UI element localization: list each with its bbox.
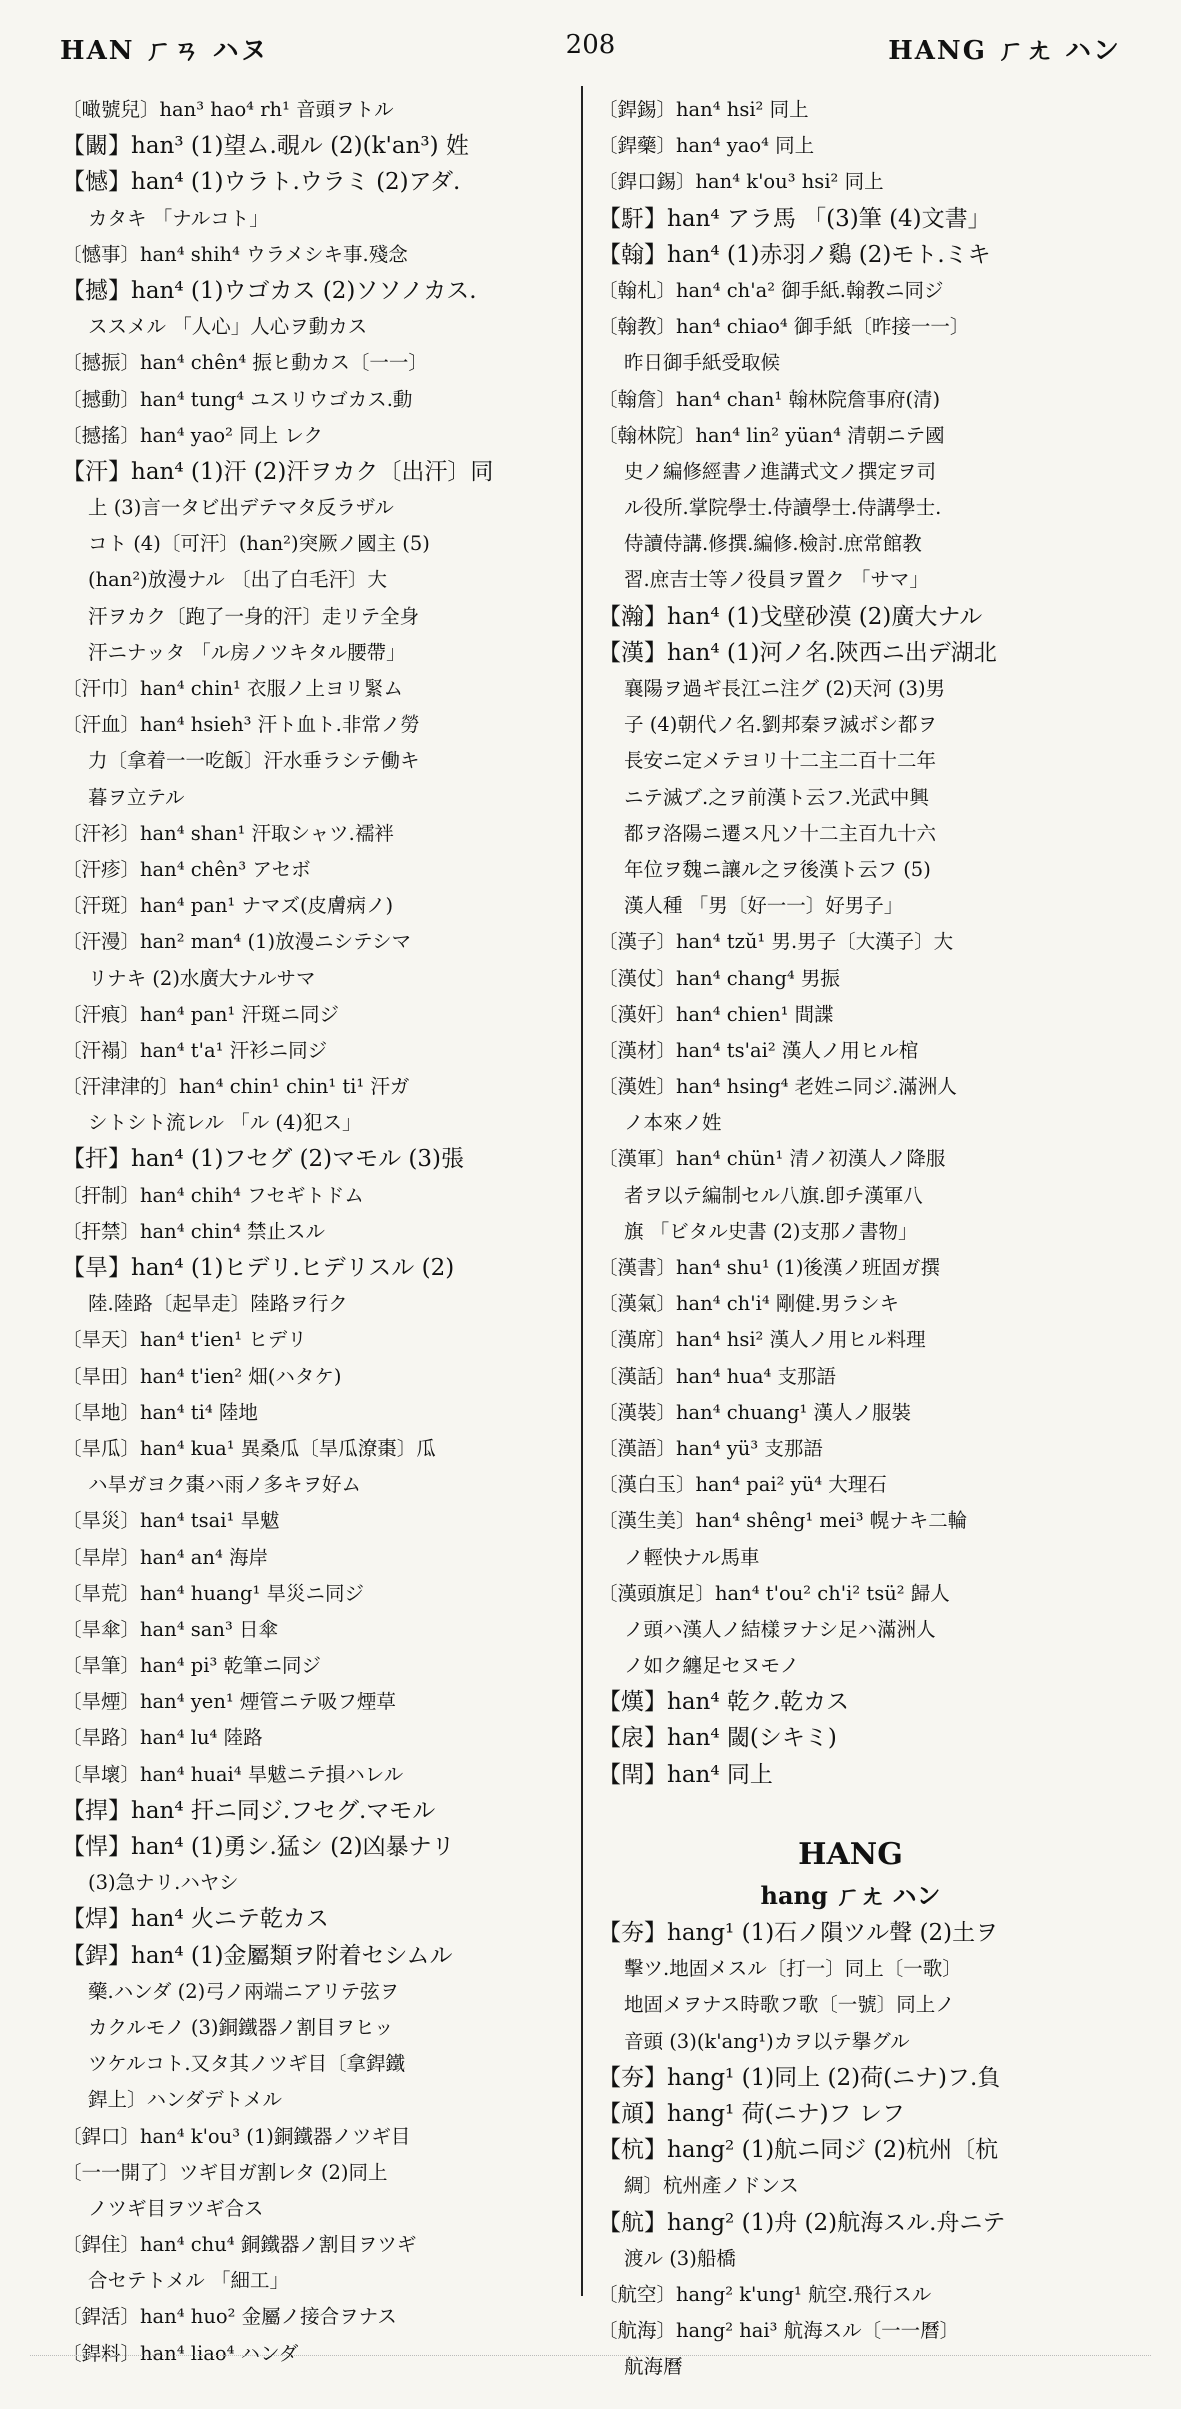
entry-line: 〔銲料〕han⁴ liao⁴ ハンダ xyxy=(62,2341,299,2365)
entry-line: ノ如ク纏足セヌモノ xyxy=(624,1654,800,1678)
entry-line: 【旱】han⁴ (1)ヒデリ.ヒデリスル (2) xyxy=(62,1255,455,1281)
column-divider xyxy=(581,86,583,2296)
entry-line: 〔汗津津的〕han⁴ chin¹ chin¹ ti¹ 汗ガ xyxy=(62,1075,410,1099)
entry-line: 〔旱煙〕han⁴ yen¹ 煙管ニテ吸フ煙草 xyxy=(62,1690,396,1714)
entry-line: 〔一一開了〕ツギ目ガ割レタ (2)同上 xyxy=(62,2160,388,2184)
entry-line: 〔旱天〕han⁴ t'ien¹ ヒデリ xyxy=(62,1328,307,1352)
entry-line: 綢〕杭州產ノドンス xyxy=(624,2174,799,2198)
entry-line: ハ旱ガヨク棗ハ雨ノ多キヲ好ム xyxy=(88,1473,362,1497)
entry-line: 暮ヲ立テル xyxy=(88,785,185,809)
entry-line: 〔旱壞〕han⁴ huai⁴ 旱魃ニテ損ハレル xyxy=(62,1762,404,1786)
entry-line: 〔翰林院〕han⁴ lin² yüan⁴ 清朝ニテ國 xyxy=(598,423,945,447)
entry-line: 〔旱傘〕han⁴ san³ 日傘 xyxy=(62,1617,278,1641)
entry-line: 【杭】hang² (1)航ニ同ジ (2)杭州〔杭 xyxy=(598,2137,999,2164)
entry-line: 音頭 (3)(k'ang¹)カヲ以テ擧グル xyxy=(624,2029,910,2053)
entry-line: 汗ニナッタ 「ル房ノツキタル腰帶」 xyxy=(88,640,406,664)
entry-line: 〔旱災〕han⁴ tsai¹ 旱魃 xyxy=(62,1509,280,1533)
entry-line: 銲上〕ハンダデトメル xyxy=(88,2088,283,2112)
entry-line: 〔銲活〕han⁴ huo² 金屬ノ接合ヲナス xyxy=(62,2305,397,2329)
entry-line: 〔漢席〕han⁴ hsi² 漢人ノ用ヒル料理 xyxy=(598,1328,926,1352)
entry-line: 〔旱岸〕han⁴ an⁴ 海岸 xyxy=(62,1545,268,1569)
entry-line: 〔旱路〕han⁴ lu⁴ 陸路 xyxy=(62,1726,263,1750)
section-title: HANG xyxy=(798,1837,903,1872)
entry-line: 〔漢書〕han⁴ shu¹ (1)後漢ノ班固ガ撰 xyxy=(598,1256,941,1279)
entry-line: 襄陽ヲ過ギ長江ニ注グ (2)天河 (3)男 xyxy=(624,677,946,700)
entry-line: 〔翰教〕han⁴ chiao⁴ 御手紙〔昨接一一〕 xyxy=(598,315,970,339)
entry-line: 〔漢語〕han⁴ yü³ 支那語 xyxy=(598,1436,823,1460)
entry-line: ツケルコト.又タ其ノツギ目〔拿銲鐵 xyxy=(88,2052,406,2076)
entry-line: カタキ 「ナルコト」 xyxy=(88,206,269,230)
entry-line: 【馯】han⁴ アラ馬 「(3)筆 (4)文書」 xyxy=(598,205,991,232)
entry-line: 〔銲口錫〕han⁴ k'ou³ hsi² 同上 xyxy=(598,170,884,194)
left-column xyxy=(62,92,567,2372)
header-left-guide: HAN ㄏㄢ ハヌ xyxy=(60,36,269,66)
entry-line: 〔漢奸〕han⁴ chien¹ 間諜 xyxy=(598,1002,834,1026)
entry-line: 〔漢氣〕han⁴ ch'i⁴ 剛健.男ラシキ xyxy=(598,1292,900,1316)
entry-line: シトシト流レル 「ル (4)犯ス」 xyxy=(88,1111,362,1135)
entry-line: 【頏】hang¹ 荷(ニナ)フ レフ xyxy=(598,2100,905,2127)
entry-line: 【悍】han⁴ (1)勇シ.猛シ (2)凶暴ナリ xyxy=(62,1834,455,1860)
entry-line: 侍讀侍講.修撰.編修.檢討.庶常館教 xyxy=(624,532,922,556)
entry-line: 子 (4)朝代ノ名.劉邦秦ヲ滅ボシ都ヲ xyxy=(624,713,938,737)
entry-line: 【閈】han⁴ 同上 xyxy=(598,1761,773,1788)
entry-line: (3)急ナリ.ハヤシ xyxy=(88,1871,239,1895)
entry-line: 年位ヲ魏ニ讓ル之ヲ後漢ト云フ (5) xyxy=(624,857,931,881)
entry-line: 〔漢話〕han⁴ hua⁴ 支那語 xyxy=(598,1364,837,1388)
entry-line: 〔銲錫〕han⁴ hsi² 同上 xyxy=(598,98,809,121)
entry-line: カクルモノ (3)銅鐵器ノ割目ヲヒッ xyxy=(88,2015,394,2039)
entry-line: 【扞】han⁴ (1)フセグ (2)マモル (3)張 xyxy=(62,1146,465,1173)
right-column-entries-han xyxy=(598,92,1103,1793)
entry-line: 〔旱荒〕han⁴ huang¹ 旱災ニ同ジ xyxy=(62,1581,365,1605)
entry-line: 上 (3)言一タビ出デテマタ反ラザル xyxy=(88,496,394,520)
entry-line: 〔漢子〕han⁴ tzŭ¹ 男.男子〔大漢子〕大 xyxy=(598,930,954,954)
right-column-entries-hang xyxy=(598,1915,1103,2385)
entry-line: 【捍】han⁴ 扞ニ同ジ.フセグ.マモル xyxy=(62,1797,436,1824)
entry-line: ル役所.掌院學士.侍讀學士.侍講學士. xyxy=(624,496,942,520)
entry-line: 〔旱瓜〕han⁴ kua¹ 異桑瓜〔旱瓜潦棗〕瓜 xyxy=(62,1436,436,1460)
entry-line: 〔漢白玉〕han⁴ pai² yü⁴ 大理石 xyxy=(598,1473,887,1497)
entry-line: 〔汗褟〕han⁴ t'a¹ 汗衫ニ同ジ xyxy=(62,1038,328,1062)
entry-line: 〔旱地〕han⁴ ti⁴ 陸地 xyxy=(62,1400,258,1424)
section-subtitle: hang ㄏㄤ ハン xyxy=(760,1881,941,1910)
entry-line: 習.庶吉士等ノ役員ヲ置ク 「サマ」 xyxy=(624,568,929,592)
entry-line: 擊ツ.地固メスル〔打一〕同上〔一歌〕 xyxy=(624,1957,962,1981)
entry-line: 【夯】hang¹ (1)同上 (2)荷(ニナ)フ.負 xyxy=(598,2064,1001,2091)
entry-line: 〔航空〕hang² k'ung¹ 航空.飛行スル xyxy=(598,2282,932,2306)
entry-line: 漢人種 「男〔好一一〕好男子」 xyxy=(624,894,904,918)
entry-line: 史ノ編修經書ノ進講式文ノ撰定ヲ司 xyxy=(624,459,937,483)
entry-line: 〔翰詹〕han⁴ chan¹ 翰林院詹事府(清) xyxy=(598,387,941,411)
entry-line: 〔旱筆〕han⁴ pi³ 乾筆ニ同ジ xyxy=(62,1654,321,1678)
page-number: 208 xyxy=(565,30,616,60)
section-gap xyxy=(598,1793,1103,1829)
header-right-guide: HANG ㄏㄤ ハン xyxy=(888,36,1121,66)
entry-line: 【撼】han⁴ (1)ウゴカス (2)ソソノカス. xyxy=(62,277,477,304)
entry-line: 地固メヲナス時歌フ歌〔一號〕同上ノ xyxy=(624,1993,955,2017)
entry-line: 藥.ハンダ (2)弓ノ兩端ニアリテ弦ヲ xyxy=(88,1979,400,2003)
right-column xyxy=(598,92,1103,2385)
entry-line: 汗ヲカク〔跑了一身的汗〕走リテ全身 xyxy=(88,604,420,628)
entry-line: 〔汗巾〕han⁴ chin¹ 衣服ノ上ヨリ緊ム xyxy=(62,677,404,700)
entry-line: ニテ滅ブ.之ヲ前漢ト云フ.光武中興 xyxy=(624,785,929,809)
bottom-rule xyxy=(30,2355,1151,2356)
entry-line: リナキ (2)水廣大ナルサマ xyxy=(88,966,316,990)
entry-line: ススメル 「人心」人心ヲ動カス xyxy=(88,315,368,339)
entry-line: 【瀚】han⁴ (1)戈壁砂漠 (2)廣大ナル xyxy=(598,603,983,630)
entry-line: 〔汗衫〕han⁴ shan¹ 汗取シャツ.襦袢 xyxy=(62,821,394,845)
entry-line: 【扆】han⁴ 閾(シキミ) xyxy=(598,1725,837,1752)
entry-line: 〔翰札〕han⁴ ch'a² 御手紙.翰教ニ同ジ xyxy=(598,278,944,302)
entry-line: 〔漢仗〕han⁴ chang⁴ 男振 xyxy=(598,966,840,990)
entry-line: 〔漢姓〕han⁴ hsing⁴ 老姓ニ同ジ.滿洲人 xyxy=(598,1075,957,1099)
entry-line: 【汗】han⁴ (1)汗 (2)汗ヲカク〔出汗〕同 xyxy=(62,458,494,485)
entry-line: 【焊】han⁴ 火ニテ乾カス xyxy=(62,1906,329,1933)
entry-line: 【銲】han⁴ (1)金屬類ヲ附着セシムル xyxy=(62,1942,453,1969)
entry-line: 〔銲口〕han⁴ k'ou³ (1)銅鐵器ノツギ目 xyxy=(62,2124,411,2148)
entry-line: 〔憾事〕han⁴ shih⁴ ウラメシキ事.殘念 xyxy=(62,242,408,266)
entry-line: 〔汗疹〕han⁴ chên³ アセボ xyxy=(62,857,311,881)
entry-line: 渡ル (3)船橋 xyxy=(624,2246,736,2270)
entry-line: 【闞】han³ (1)望ム.覗ル (2)(k'an³) 姓 xyxy=(62,133,469,160)
page-header xyxy=(60,30,1121,74)
entry-line: 〔漢材〕han⁴ ts'ai² 漢人ノ用ヒル棺 xyxy=(598,1038,919,1062)
entry-line: 【夯】hang¹ (1)石ノ隕ツル聲 (2)土ヲ xyxy=(598,1920,999,1946)
entry-line: 〔撼振〕han⁴ chên⁴ 振ヒ動カス〔一一〕 xyxy=(62,351,428,375)
entry-line: 【熯】han⁴ 乾ク.乾カス xyxy=(598,1689,850,1716)
entry-line: 陸.陸路〔起旱走〕陸路ヲ行ク xyxy=(88,1292,348,1316)
entry-line: ノ頭ハ漢人ノ結樣ヲナシ足ハ滿洲人 xyxy=(624,1617,936,1641)
entry-line: 〔旱田〕han⁴ t'ien² 畑(ハタケ) xyxy=(62,1364,342,1388)
entry-line: 〔撼動〕han⁴ tung⁴ ユスリウゴカス.動 xyxy=(62,387,413,411)
entry-line: 【航】hang² (1)舟 (2)航海スル.舟ニテ xyxy=(598,2209,1006,2236)
entry-line: (han²)放漫ナル 〔出了白毛汗〕大 xyxy=(88,568,387,592)
entry-line: コト (4)〔可汗〕(han²)突厥ノ國主 (5) xyxy=(88,532,430,556)
entry-line: 〔銲藥〕han⁴ yao⁴ 同上 xyxy=(598,134,815,158)
entry-line: 【憾】han⁴ (1)ウラト.ウラミ (2)アダ. xyxy=(62,169,461,196)
entry-line: 〔銲住〕han⁴ chu⁴ 銅鐵器ノ割目ヲツギ xyxy=(62,2233,417,2257)
entry-line: 〔汗㾗〕han⁴ pan¹ 汗斑ニ同ジ xyxy=(62,1002,339,1026)
entry-line: 〔汗斑〕han⁴ pan¹ ナマズ(皮膚病ノ) xyxy=(62,894,394,918)
entry-line: 〔漢頭旗足〕han⁴ t'ou² ch'i² tsü² 歸人 xyxy=(598,1581,950,1605)
entry-line: ノ輕快ナル馬車 xyxy=(624,1545,760,1569)
entry-line: 【翰】han⁴ (1)赤羽ノ鷄 (2)モト.ミキ xyxy=(598,241,991,268)
entry-line: 〔扞禁〕han⁴ chin⁴ 禁止スル xyxy=(62,1219,326,1243)
entry-line: 〔漢生美〕han⁴ shêng¹ mei³ 幌ナキ二輪 xyxy=(598,1509,968,1533)
entry-line: 〔撼搖〕han⁴ yao² 同上 レク xyxy=(62,423,323,447)
entry-line: 〔漢軍〕han⁴ chün¹ 清ノ初漢人ノ降服 xyxy=(598,1147,946,1171)
entry-line: 〔汗漫〕han² man⁴ (1)放漫ニシテシマ xyxy=(62,930,412,954)
entry-line: 旗 「ビタル史書 (2)支那ノ書物」 xyxy=(624,1219,918,1243)
entry-line: 長安ニ定メテヨリ十二主二百十二年 xyxy=(624,749,937,773)
entry-line: 力〔拿着一一吃飯〕汗水垂ラシテ働キ xyxy=(88,749,420,773)
entry-line: 〔汗血〕han⁴ hsieh³ 汗ト血ト.非常ノ勞 xyxy=(62,713,420,737)
entry-line: 合セテトメル 「細工」 xyxy=(88,2269,290,2293)
entry-line: ノツギ目ヲツギ合ス xyxy=(88,2196,264,2220)
entry-line: 者ヲ以テ編制セル八旗.卽チ漢軍八 xyxy=(624,1183,923,1207)
entry-line: 〔扞制〕han⁴ chih⁴ フセギトドム xyxy=(62,1183,364,1207)
entry-line: 〔漢裝〕han⁴ chuang¹ 漢人ノ服裝 xyxy=(598,1400,911,1424)
entry-line: ノ本來ノ姓 xyxy=(624,1111,722,1135)
entry-line: 航海曆 xyxy=(624,2355,683,2379)
entry-line: 都ヲ洛陽ニ遷ス凡ソ十二主百九十六 xyxy=(624,821,937,845)
entry-line: 〔航海〕hang² hai³ 航海スル〔一一曆〕 xyxy=(598,2319,960,2343)
entry-line: 【漢】han⁴ (1)河ノ名.陝西ニ出デ湖北 xyxy=(598,639,997,666)
entry-line: 〔噉號兒〕han³ hao⁴ rh¹ 音頭ヲトル xyxy=(62,98,394,121)
entry-line: 昨日御手紙受取候 xyxy=(624,351,781,375)
